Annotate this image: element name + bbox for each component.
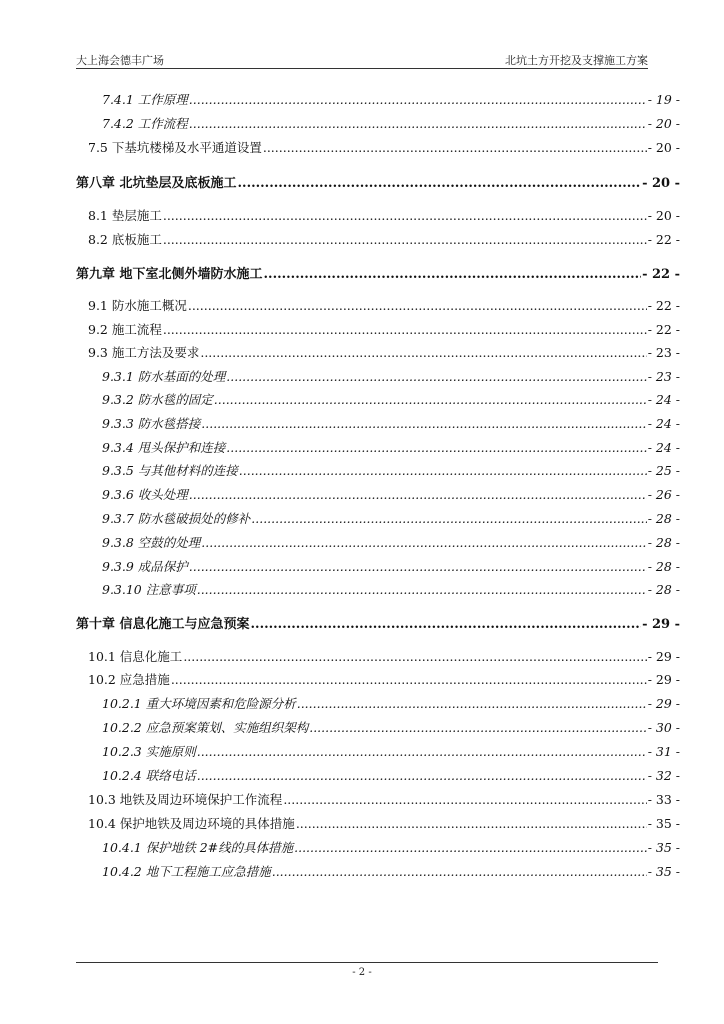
toc-entry[interactable] (76, 742, 680, 760)
toc-dot-leader (188, 298, 647, 313)
toc-entry[interactable] (76, 647, 680, 665)
toc-entry-page: - 20 - (647, 116, 680, 131)
toc-entry[interactable] (76, 172, 680, 190)
toc-entry-page: - 29 - (647, 696, 680, 711)
toc-entry-page: - 28 - (647, 511, 680, 526)
toc-entry-page: - 20 - (642, 176, 680, 191)
toc-entry-title: 10.2 应急措施 (88, 672, 170, 687)
toc-entry-page: - 25 - (647, 463, 680, 478)
toc-entry-page: - 23 - (647, 345, 680, 360)
toc-entry-title: 10.3 地铁及周边环境保护工作流程 (88, 792, 283, 807)
toc-entry[interactable] (76, 670, 680, 688)
toc-entry[interactable] (76, 485, 680, 503)
toc-entry-title: 9.3.2 防水毯的固定 (102, 392, 213, 407)
toc-dot-leader (238, 176, 642, 191)
toc-entry[interactable] (76, 138, 680, 156)
toc-entry[interactable] (76, 533, 680, 551)
toc-dot-leader (201, 535, 646, 550)
toc-entry[interactable] (76, 862, 680, 880)
toc-entry[interactable] (76, 838, 680, 856)
toc-entry-title: 第十章 信息化施工与应急预案 (76, 617, 250, 632)
toc-dot-leader (183, 649, 646, 664)
toc-entry-title: 9.3 施工方法及要求 (88, 345, 200, 360)
toc-entry-page: - 32 - (647, 768, 680, 783)
toc-entry[interactable] (76, 296, 680, 314)
toc-dot-leader (163, 232, 647, 247)
toc-dot-leader (197, 582, 647, 597)
toc-entry[interactable] (76, 694, 680, 712)
toc-entry-page: - 22 - (647, 322, 680, 337)
toc-entry[interactable] (76, 367, 680, 385)
toc-dot-leader (272, 864, 647, 879)
toc-entry-page: - 29 - (647, 649, 680, 664)
toc-entry[interactable] (76, 438, 680, 456)
toc-entry-page: - 30 - (647, 720, 680, 735)
toc-dot-leader (214, 392, 647, 407)
toc-entry-title: 9.3.8 空鼓的处理 (102, 535, 201, 550)
toc-dot-leader (197, 744, 647, 759)
footer-divider (76, 962, 658, 963)
toc-entry-page: - 22 - (647, 298, 680, 313)
toc-dot-leader (239, 463, 647, 478)
toc-entry-page: - 31 - (647, 744, 680, 759)
toc-entry-page: - 35 - (647, 840, 680, 855)
toc-entry-title: 8.1 垫层施工 (88, 208, 162, 223)
toc-entry[interactable] (76, 320, 680, 338)
toc-dot-leader (283, 792, 646, 807)
toc-dot-leader (171, 672, 647, 687)
toc-dot-leader (251, 511, 646, 526)
toc-entry-title: 9.1 防水施工概况 (88, 298, 187, 313)
toc-entry[interactable] (76, 414, 680, 432)
toc-entry-page: - 23 - (647, 369, 680, 384)
toc-dot-leader (189, 116, 647, 131)
toc-dot-leader (163, 208, 647, 223)
toc-entry[interactable] (76, 390, 680, 408)
toc-entry-title: 10.4 保护地铁及周边环境的具体措施 (88, 816, 295, 831)
toc-entry-title: 9.3.9 成品保护 (102, 559, 188, 574)
toc-entry[interactable] (76, 206, 680, 224)
toc-entry-title: 10.1 信息化施工 (88, 649, 183, 664)
toc-entry-page: - 33 - (647, 792, 680, 807)
toc-entry[interactable] (76, 613, 680, 631)
toc-dot-leader (263, 140, 647, 155)
toc-entry[interactable] (76, 766, 680, 784)
toc-entry[interactable] (76, 343, 680, 361)
toc-entry-title: 9.3.7 防水毯破损处的修补 (102, 511, 251, 526)
toc-entry[interactable] (76, 580, 680, 598)
toc-dot-leader (226, 440, 646, 455)
toc-entry[interactable] (76, 90, 680, 108)
toc-entry-title: 10.2.2 应急预案策划、实施组织架构 (102, 720, 309, 735)
toc-entry-page: - 24 - (647, 416, 680, 431)
toc-dot-leader (226, 369, 646, 384)
toc-dot-leader (309, 720, 646, 735)
toc-dot-leader (163, 322, 647, 337)
toc-dot-leader (189, 92, 647, 107)
header-project-name: 大上海会德丰广场 (76, 54, 164, 67)
toc-entry-title: 10.2.1 重大环境因素和危险源分析 (102, 696, 296, 711)
toc-entry-page: - 35 - (647, 816, 680, 831)
toc-entry-title: 7.5 下基坑楼梯及水平通道设置 (88, 140, 262, 155)
toc-entry-page: - 29 - (642, 617, 680, 632)
toc-dot-leader (189, 559, 647, 574)
toc-entry-page: - 35 - (647, 864, 680, 879)
toc-dot-leader (197, 768, 647, 783)
toc-entry-title: 10.4.2 地下工程施工应急措施 (102, 864, 271, 879)
toc-entry[interactable] (76, 557, 680, 575)
toc-entry[interactable] (76, 509, 680, 527)
header-document-title: 北坑土方开挖及支撑施工方案 (505, 54, 648, 67)
toc-dot-leader (296, 816, 647, 831)
toc-entry-title: 10.4.1 保护地铁 2#线的具体措施 (102, 840, 294, 855)
toc-entry-page: - 20 - (647, 140, 680, 155)
toc-entry-page: - 19 - (647, 92, 680, 107)
page-header (76, 52, 648, 69)
toc-entry-title: 8.2 底板施工 (88, 232, 162, 247)
toc-entry-page: - 22 - (647, 232, 680, 247)
toc-entry[interactable] (76, 814, 680, 832)
toc-entry-title: 第九章 地下室北侧外墙防水施工 (76, 267, 263, 282)
toc-entry-page: - 28 - (647, 582, 680, 597)
toc-entry-title: 7.4.1 工作原理 (102, 92, 188, 107)
toc-entry-page: - 26 - (647, 487, 680, 502)
toc-entry-page: - 24 - (647, 392, 680, 407)
toc-entry-title: 9.2 施工流程 (88, 322, 162, 337)
toc-entry-page: - 20 - (647, 208, 680, 223)
toc-entry-title: 9.3.5 与其他材料的连接 (102, 463, 238, 478)
toc-dot-leader (189, 487, 647, 502)
toc-entry-title: 9.3.10 注意事项 (102, 582, 196, 597)
toc-entry-title: 10.2.4 联络电话 (102, 768, 196, 783)
toc-entry[interactable] (76, 230, 680, 248)
toc-entry[interactable] (76, 114, 680, 132)
toc-dot-leader (251, 617, 642, 632)
toc-dot-leader (297, 696, 647, 711)
page-number: - 2 - (352, 967, 372, 978)
toc-entry-page: - 28 - (647, 535, 680, 550)
toc-entry[interactable] (76, 790, 680, 808)
toc-entry-title: 10.2.3 实施原则 (102, 744, 196, 759)
toc-dot-leader (264, 267, 642, 282)
toc-entry-title: 9.3.3 防水毯搭接 (102, 416, 201, 431)
toc-dot-leader (294, 840, 647, 855)
toc-entry-title: 9.3.6 收头处理 (102, 487, 188, 502)
toc-entry-page: - 28 - (647, 559, 680, 574)
toc-entry-title: 9.3.4 甩头保护和连接 (102, 440, 226, 455)
toc-dot-leader (201, 416, 646, 431)
toc-entry-title: 7.4.2 工作流程 (102, 116, 188, 131)
toc-entry-page: - 29 - (647, 672, 680, 687)
toc-entry[interactable] (76, 718, 680, 736)
toc-entry[interactable] (76, 461, 680, 479)
toc-entry[interactable] (76, 263, 680, 281)
toc-entry-page: - 22 - (642, 267, 680, 282)
toc-entry-title: 9.3.1 防水基面的处理 (102, 369, 226, 384)
toc-entry-title: 第八章 北坑垫层及底板施工 (76, 176, 237, 191)
toc-entry-page: - 24 - (647, 440, 680, 455)
toc-dot-leader (200, 345, 646, 360)
